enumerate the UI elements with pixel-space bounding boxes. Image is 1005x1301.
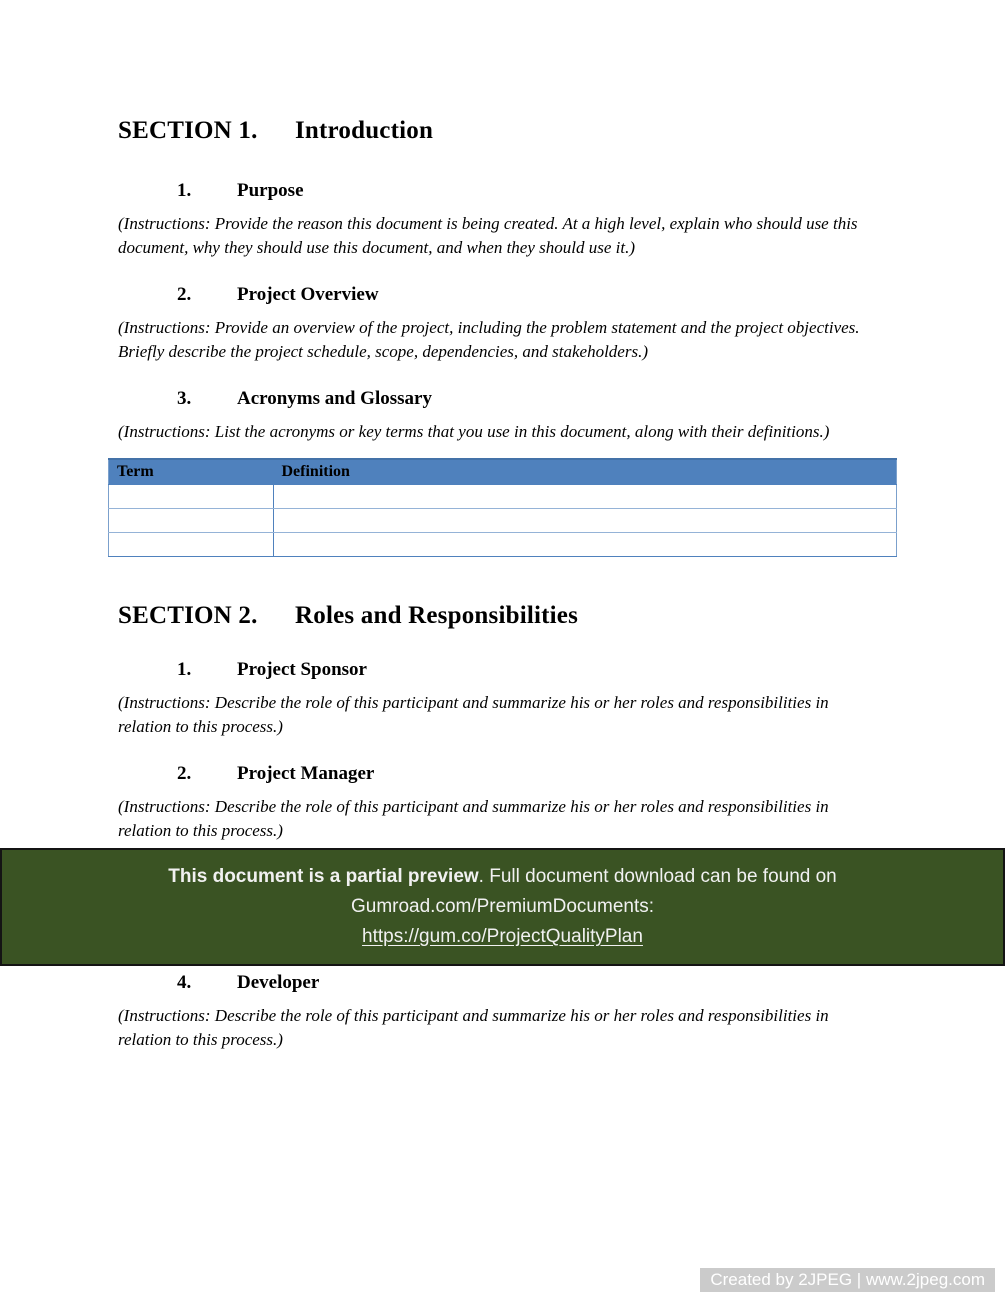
project-overview-instructions: (Instructions: Provide an overview of the project, including the problem statement and the project objectives. Briefly describe the project schedule, scope, dependencies, and stakeholders.)	[118, 318, 860, 361]
section-1-number: SECTION 1.	[118, 117, 258, 144]
project-manager-number: 2.	[177, 763, 192, 784]
table-cell	[274, 509, 897, 533]
section-1-title: Introduction	[295, 117, 434, 144]
glossary-table-body	[109, 485, 897, 557]
preview-banner-line-3	[22, 922, 983, 952]
project-sponsor-title: Project Sponsor	[237, 659, 367, 680]
table-cell	[109, 485, 274, 509]
section-2-number: SECTION 2.	[118, 602, 258, 629]
table-row	[109, 509, 897, 533]
purpose-title: Purpose	[237, 180, 304, 201]
project-manager-title: Project Manager	[237, 763, 375, 784]
preview-banner-line-1	[22, 862, 983, 892]
preview-banner-line-2: Gumroad.com/PremiumDocuments:	[350, 896, 655, 917]
table-cell	[274, 533, 897, 557]
developer-heading	[177, 970, 885, 996]
developer-number: 4.	[177, 972, 192, 993]
table-cell	[109, 533, 274, 557]
acronyms-instructions: (Instructions: List the acronyms or key terms that you use in this document, along with their definitions.)	[118, 422, 830, 441]
project-manager-instructions: (Instructions: Describe the role of this participant and summarize his or her roles and responsibilities in relation to this process.)	[118, 797, 829, 840]
acronyms-heading	[177, 386, 885, 412]
preview-banner	[0, 848, 1005, 966]
section-2-heading	[118, 601, 885, 631]
acronyms-title: Acronyms and Glossary	[237, 388, 432, 409]
acronyms-number: 3.	[177, 388, 192, 409]
gumroad-link[interactable]: https://gum.co/ProjectQualityPlan	[362, 926, 643, 947]
project-overview-heading	[177, 282, 885, 308]
preview-banner-bold-text: This document is a partial preview	[168, 866, 479, 887]
project-sponsor-instructions: (Instructions: Describe the role of this participant and summarize his or her roles and responsibilities in relation to this process.)	[118, 693, 829, 736]
developer-instructions: (Instructions: Describe the role of this participant and summarize his or her roles and responsibilities in relation to this process.)	[118, 1006, 829, 1049]
section-2-title: Roles and Responsibilities	[295, 602, 579, 629]
project-overview-number: 2.	[177, 284, 192, 305]
preview-banner-regular-text: . Full document download can be found on	[478, 866, 837, 887]
purpose-heading	[177, 178, 885, 204]
table-row	[109, 485, 897, 509]
project-manager-heading	[177, 761, 885, 787]
project-sponsor-number: 1.	[177, 659, 192, 680]
glossary-header-definition: Definition	[274, 459, 897, 485]
glossary-table	[108, 458, 897, 557]
project-sponsor-heading	[177, 657, 885, 683]
section-1-heading	[118, 116, 885, 146]
glossary-header-term: Term	[109, 459, 274, 485]
purpose-instructions: (Instructions: Provide the reason this document is being created. At a high level, explain who should use this document, why they should use this document, and when they should use it.)	[118, 214, 858, 257]
developer-title: Developer	[237, 972, 320, 993]
table-row	[109, 533, 897, 557]
watermark: Created by 2JPEG | www.2jpeg.com	[700, 1268, 995, 1292]
purpose-number: 1.	[177, 180, 192, 201]
table-cell	[274, 485, 897, 509]
project-overview-title: Project Overview	[237, 284, 379, 305]
glossary-header-row	[109, 459, 897, 485]
table-cell	[109, 509, 274, 533]
